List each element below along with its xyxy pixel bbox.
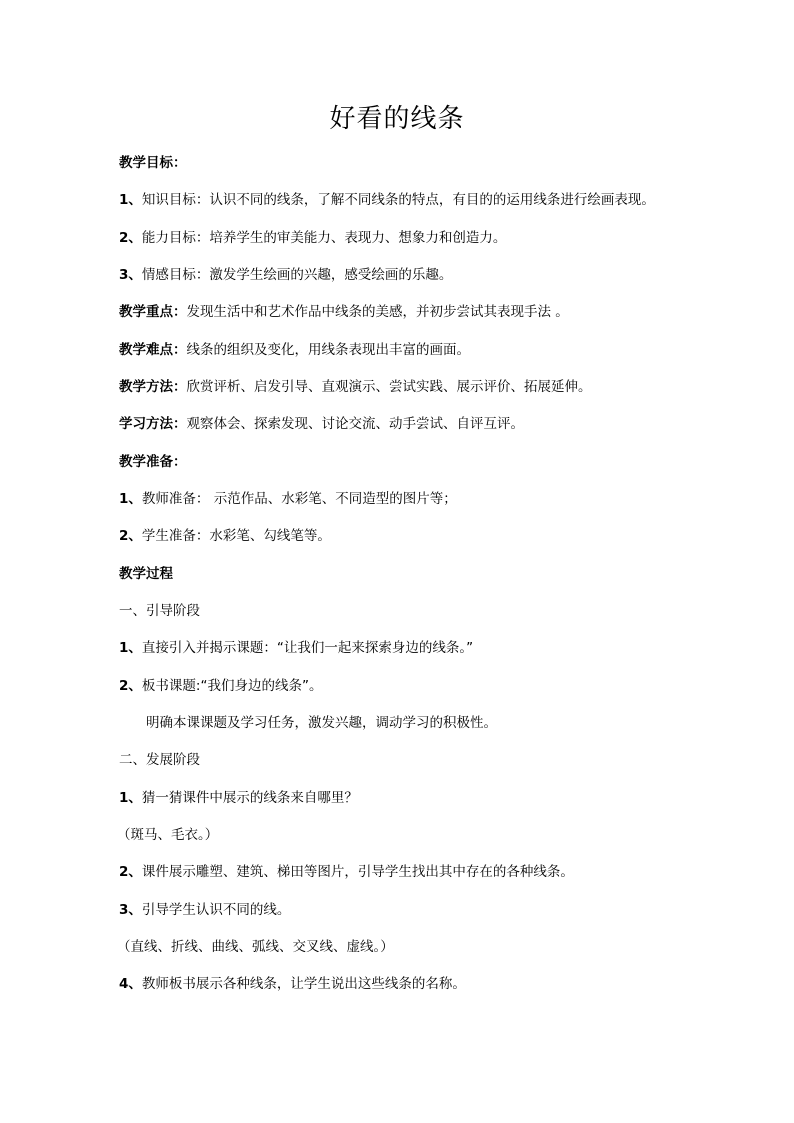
objective-item-3 bbox=[119, 265, 452, 285]
stage1-item-2-text: 板书课题:“我们身边的线条”。 bbox=[141, 678, 323, 694]
stage1-item-2-number: 2、 bbox=[119, 678, 142, 694]
teaching-method-label: 教学方法： bbox=[119, 379, 187, 395]
stage1-note: 明确本课课题及学习任务，激发兴趣，调动学习的积极性。 bbox=[146, 715, 497, 731]
stage2-item-2-number: 2、 bbox=[119, 864, 142, 880]
objective-item-3-number: 3、 bbox=[119, 267, 142, 283]
learning-method-line bbox=[119, 414, 524, 434]
key-point-line bbox=[119, 302, 569, 322]
stage2-item-4-text: 教师板书展示各种线条，让学生说出这些线条的名称。 bbox=[141, 976, 466, 992]
preparation-heading: 教学准备： bbox=[119, 454, 187, 470]
stage1-item-1-text: 直接引入并揭示课题：“让我们一起来探索身边的线条。” bbox=[141, 640, 474, 656]
learning-method-label: 学习方法： bbox=[119, 416, 187, 432]
stage2-answer-2: （直线、折线、曲线、弧线、交叉线、虚线。） bbox=[117, 939, 394, 955]
preparation-item-1-text: 教师准备： 示范作品、水彩笔、不同造型的图片等； bbox=[141, 491, 457, 507]
objective-item-1 bbox=[119, 190, 655, 210]
stage2-item-4-number: 4、 bbox=[119, 976, 142, 992]
difficulty-label: 教学难点： bbox=[119, 342, 187, 358]
objective-item-2-number: 2、 bbox=[119, 230, 142, 246]
preparation-item-2 bbox=[119, 526, 331, 546]
preparation-item-2-text: 学生准备：水彩笔、勾线笔等。 bbox=[141, 528, 331, 544]
stage1-item-1-number: 1、 bbox=[119, 640, 142, 656]
stage2-item-3 bbox=[119, 900, 290, 920]
stage2-item-2-text: 课件展示雕塑、建筑、梯田等图片，引导学生找出其中存在的各种线条。 bbox=[141, 864, 574, 880]
objective-item-2 bbox=[119, 228, 506, 248]
objective-item-2-text: 能力目标：培养学生的审美能力、表现力、想象力和创造力。 bbox=[141, 230, 507, 246]
stage2-item-2 bbox=[119, 862, 574, 882]
process-heading: 教学过程 bbox=[119, 566, 173, 582]
stage2-item-1 bbox=[119, 788, 358, 808]
stage1-heading: 一、引导阶段 bbox=[119, 603, 200, 619]
preparation-item-2-number: 2、 bbox=[119, 528, 142, 544]
stage2-item-3-number: 3、 bbox=[119, 902, 142, 918]
stage1-item-1 bbox=[119, 638, 473, 658]
teaching-method-text: 欣赏评析、启发引导、直观演示、尝试实践、展示评价、拓展延伸。 bbox=[186, 379, 592, 395]
document-title: 好看的线条 bbox=[329, 104, 465, 134]
stage2-item-4 bbox=[119, 974, 466, 994]
teaching-method-line bbox=[119, 377, 592, 397]
stage2-answer-1: （斑马、毛衣。） bbox=[117, 827, 219, 843]
difficulty-line bbox=[119, 340, 470, 360]
difficulty-text: 线条的组织及变化，用线条表现出丰富的画面。 bbox=[186, 342, 470, 358]
stage2-item-1-text: 猜一猜课件中展示的线条来自哪里？ bbox=[141, 790, 358, 806]
preparation-item-1 bbox=[119, 489, 457, 509]
stage1-item-2 bbox=[119, 676, 322, 696]
key-point-text: 发现生活中和艺术作品中线条的美感，并初步尝试其表现手法 。 bbox=[186, 304, 569, 320]
objectives-heading: 教学目标： bbox=[119, 155, 187, 171]
preparation-item-1-number: 1、 bbox=[119, 491, 142, 507]
objective-item-3-text: 情感目标：激发学生绘画的兴趣，感受绘画的乐趣。 bbox=[141, 267, 453, 283]
objective-item-1-number: 1、 bbox=[119, 192, 142, 208]
stage2-item-1-number: 1、 bbox=[119, 790, 142, 806]
stage2-heading: 二、发展阶段 bbox=[119, 752, 200, 768]
key-point-label: 教学重点： bbox=[119, 304, 187, 320]
learning-method-text: 观察体会、探索发现、讨论交流、动手尝试、自评互评。 bbox=[186, 416, 524, 432]
objective-item-1-text: 知识目标：认识不同的线条，了解不同线条的特点，有目的的运用线条进行绘画表现。 bbox=[141, 192, 655, 208]
stage2-item-3-text: 引导学生认识不同的线。 bbox=[141, 902, 291, 918]
